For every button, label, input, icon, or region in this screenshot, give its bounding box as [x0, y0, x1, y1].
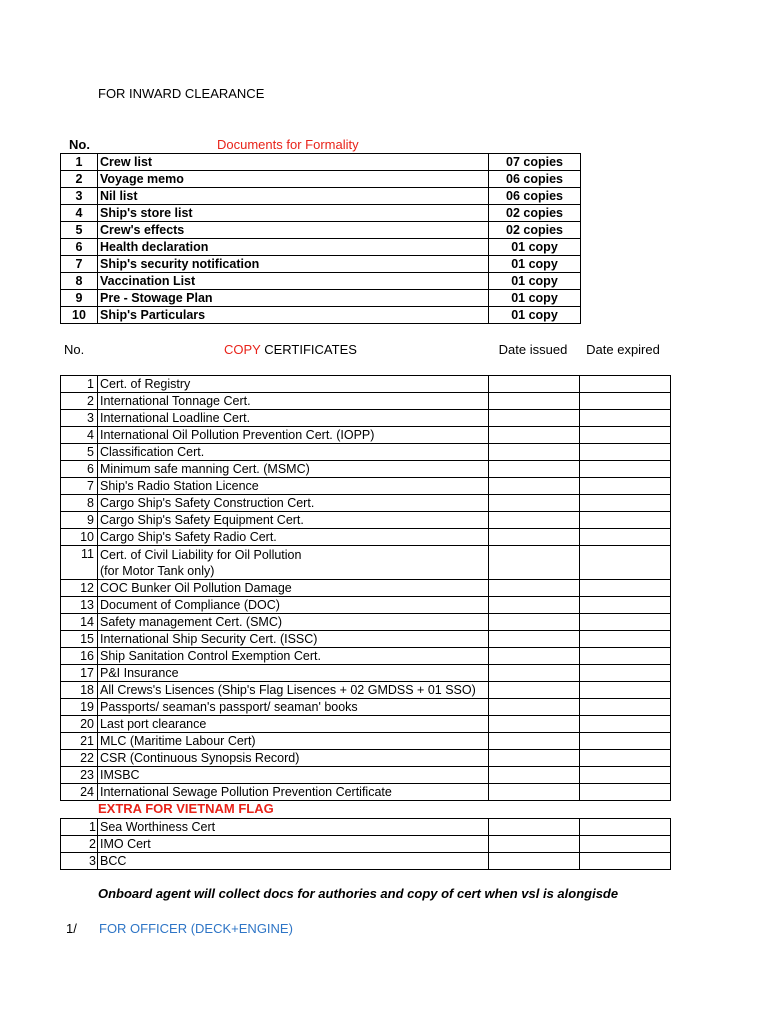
certificates-no-header: No. [64, 342, 85, 357]
table-row [61, 836, 671, 853]
extra-table [60, 818, 671, 870]
copies-count: 01 copy [489, 307, 581, 324]
date-expired-cell [580, 393, 671, 410]
date-issued-cell [489, 836, 580, 853]
certificate-name: International Loadline Cert. [98, 410, 489, 427]
certificate-name: Classification Cert. [98, 444, 489, 461]
document-name: Crew list [98, 154, 489, 171]
document-name: Voyage memo [98, 171, 489, 188]
date-expired-cell [580, 699, 671, 716]
formality-table [60, 153, 581, 324]
date-issued-cell [489, 410, 580, 427]
date-issued-cell [489, 444, 580, 461]
certificate-name: Minimum safe manning Cert. (MSMC) [98, 461, 489, 478]
date-expired-cell [580, 716, 671, 733]
table-row [61, 222, 581, 239]
date-issued-cell [489, 665, 580, 682]
row-number: 1 [61, 819, 98, 836]
row-number: 18 [61, 682, 98, 699]
date-expired-cell [580, 767, 671, 784]
copies-count: 01 copy [489, 239, 581, 256]
table-row [61, 205, 581, 222]
formality-no-header: No. [69, 137, 90, 152]
date-issued-cell [489, 529, 580, 546]
date-expired-cell [580, 682, 671, 699]
table-row [61, 188, 581, 205]
row-number: 8 [61, 495, 98, 512]
section-number: 1/ [66, 921, 77, 936]
row-number: 9 [61, 512, 98, 529]
copies-count: 01 copy [489, 290, 581, 307]
row-number: 14 [61, 614, 98, 631]
certificate-name: IMO Cert [98, 836, 489, 853]
certificates-title [224, 342, 357, 357]
section-title: FOR OFFICER (DECK+ENGINE) [99, 921, 293, 936]
row-number: 15 [61, 631, 98, 648]
document-name: Vaccination List [98, 273, 489, 290]
row-number: 23 [61, 767, 98, 784]
copies-count: 01 copy [489, 256, 581, 273]
document-name: Ship's security notification [98, 256, 489, 273]
extra-title: EXTRA FOR VIETNAM FLAG [98, 801, 274, 816]
copies-count: 01 copy [489, 273, 581, 290]
certificate-name: Safety management Cert. (SMC) [98, 614, 489, 631]
date-expired-cell [580, 733, 671, 750]
table-row [61, 631, 671, 648]
row-number: 3 [61, 188, 98, 205]
date-expired-cell [580, 631, 671, 648]
date-expired-cell [580, 784, 671, 801]
row-number: 24 [61, 784, 98, 801]
certificate-name: Ship Sanitation Control Exemption Cert. [98, 648, 489, 665]
date-issued-cell [489, 733, 580, 750]
table-row [61, 154, 581, 171]
date-expired-cell [580, 546, 671, 580]
document-name: Nil list [98, 188, 489, 205]
date-expired-cell [580, 597, 671, 614]
row-number: 5 [61, 222, 98, 239]
table-row [61, 239, 581, 256]
certificate-name-line2: (for Motor Tank only) [100, 563, 215, 578]
certificate-name: BCC [98, 853, 489, 870]
table-row [61, 529, 671, 546]
table-row [61, 273, 581, 290]
table-row [61, 597, 671, 614]
date-expired-cell [580, 750, 671, 767]
row-number: 4 [61, 205, 98, 222]
table-row [61, 376, 671, 393]
certificates-table [60, 375, 671, 801]
certificate-name: International Oil Pollution Prevention Cert. (IOPP) [98, 427, 489, 444]
row-number: 2 [61, 836, 98, 853]
document-name: Ship's Particulars [98, 307, 489, 324]
table-row [61, 819, 671, 836]
row-number: 11 [61, 546, 98, 580]
row-number: 12 [61, 580, 98, 597]
document-name: Health declaration [98, 239, 489, 256]
row-number: 2 [61, 171, 98, 188]
date-expired-cell [580, 819, 671, 836]
document-name: Pre - Stowage Plan [98, 290, 489, 307]
certificate-name [98, 546, 489, 580]
certificate-name: International Tonnage Cert. [98, 393, 489, 410]
row-number: 6 [61, 239, 98, 256]
table-row [61, 665, 671, 682]
certificate-name-line1: Cert. of Civil Liability for Oil Pollution [100, 547, 302, 562]
date-expired-cell [580, 665, 671, 682]
row-number: 22 [61, 750, 98, 767]
table-row [61, 290, 581, 307]
page-title: FOR INWARD CLEARANCE [98, 86, 265, 101]
table-row [61, 767, 671, 784]
certificate-name: COC Bunker Oil Pollution Damage [98, 580, 489, 597]
date-issued-cell [489, 393, 580, 410]
certificate-name: Last port clearance [98, 716, 489, 733]
row-number: 20 [61, 716, 98, 733]
table-row [61, 750, 671, 767]
certificates-title-rest: CERTIFICATES [260, 342, 357, 357]
date-issued-cell [489, 512, 580, 529]
formality-title: Documents for Formality [217, 137, 359, 152]
row-number: 1 [61, 376, 98, 393]
certificate-name: Cargo Ship's Safety Radio Cert. [98, 529, 489, 546]
date-issued-cell [489, 597, 580, 614]
certificate-name: CSR (Continuous Synopsis Record) [98, 750, 489, 767]
date-issued-cell [489, 427, 580, 444]
date-expired-cell [580, 580, 671, 597]
certificate-name: Cargo Ship's Safety Equipment Cert. [98, 512, 489, 529]
table-row [61, 682, 671, 699]
row-number: 6 [61, 461, 98, 478]
certificate-name: Ship's Radio Station Licence [98, 478, 489, 495]
row-number: 19 [61, 699, 98, 716]
date-issued-cell [489, 648, 580, 665]
date-issued-cell [489, 614, 580, 631]
date-issued-cell [489, 546, 580, 580]
table-row [61, 580, 671, 597]
date-expired-cell [580, 853, 671, 870]
date-expired-cell [580, 614, 671, 631]
row-number: 17 [61, 665, 98, 682]
date-expired-header: Date expired [586, 342, 660, 357]
copies-count: 06 copies [489, 188, 581, 205]
date-expired-cell [580, 648, 671, 665]
date-expired-cell [580, 495, 671, 512]
table-row [61, 307, 581, 324]
certificate-name: Document of Compliance (DOC) [98, 597, 489, 614]
table-row [61, 427, 671, 444]
certificate-name: International Sewage Pollution Prevention Certificate [98, 784, 489, 801]
table-row [61, 410, 671, 427]
table-row [61, 853, 671, 870]
certificate-name: Passports/ seaman's passport/ seaman' books [98, 699, 489, 716]
date-issued-cell [489, 699, 580, 716]
table-row [61, 614, 671, 631]
row-number: 10 [61, 307, 98, 324]
table-row [61, 648, 671, 665]
copies-count: 06 copies [489, 171, 581, 188]
date-issued-cell [489, 716, 580, 733]
certificate-name: Cargo Ship's Safety Construction Cert. [98, 495, 489, 512]
row-number: 1 [61, 154, 98, 171]
certificate-name: Sea Worthiness Cert [98, 819, 489, 836]
document-name: Ship's store list [98, 205, 489, 222]
certificate-name: Cert. of Registry [98, 376, 489, 393]
date-issued-cell [489, 461, 580, 478]
row-number: 2 [61, 393, 98, 410]
certificate-name: MLC (Maritime Labour Cert) [98, 733, 489, 750]
date-expired-cell [580, 512, 671, 529]
table-row [61, 393, 671, 410]
copies-count: 02 copies [489, 222, 581, 239]
table-row [61, 546, 671, 580]
table-row [61, 733, 671, 750]
row-number: 10 [61, 529, 98, 546]
row-number: 7 [61, 478, 98, 495]
row-number: 5 [61, 444, 98, 461]
row-number: 21 [61, 733, 98, 750]
table-row [61, 784, 671, 801]
table-row [61, 699, 671, 716]
row-number: 3 [61, 853, 98, 870]
row-number: 4 [61, 427, 98, 444]
date-issued-cell [489, 750, 580, 767]
date-expired-cell [580, 461, 671, 478]
copies-count: 07 copies [489, 154, 581, 171]
date-issued-header: Date issued [498, 342, 568, 357]
row-number: 9 [61, 290, 98, 307]
row-number: 13 [61, 597, 98, 614]
table-row [61, 444, 671, 461]
date-expired-cell [580, 376, 671, 393]
date-issued-cell [489, 784, 580, 801]
date-issued-cell [489, 376, 580, 393]
certificate-name: All Crews's Lisences (Ship's Flag Lisences + 02 GMDSS + 01 SSO) [98, 682, 489, 699]
date-issued-cell [489, 478, 580, 495]
table-row [61, 716, 671, 733]
row-number: 16 [61, 648, 98, 665]
date-expired-cell [580, 410, 671, 427]
certificates-title-highlight: COPY [224, 342, 261, 357]
table-row [61, 512, 671, 529]
date-issued-cell [489, 853, 580, 870]
date-expired-cell [580, 427, 671, 444]
certificate-name: IMSBC [98, 767, 489, 784]
table-row [61, 495, 671, 512]
date-issued-cell [489, 767, 580, 784]
table-row [61, 461, 671, 478]
row-number: 8 [61, 273, 98, 290]
date-issued-cell [489, 631, 580, 648]
date-expired-cell [580, 444, 671, 461]
onboard-agent-note: Onboard agent will collect docs for authories and copy of cert when vsl is alongisde [98, 886, 619, 901]
row-number: 3 [61, 410, 98, 427]
date-expired-cell [580, 478, 671, 495]
date-issued-cell [489, 682, 580, 699]
date-expired-cell [580, 529, 671, 546]
table-row [61, 171, 581, 188]
certificate-name: International Ship Security Cert. (ISSC) [98, 631, 489, 648]
table-row [61, 478, 671, 495]
copies-count: 02 copies [489, 205, 581, 222]
row-number: 7 [61, 256, 98, 273]
table-row [61, 256, 581, 273]
date-issued-cell [489, 495, 580, 512]
certificate-name: P&I Insurance [98, 665, 489, 682]
document-name: Crew's effects [98, 222, 489, 239]
date-issued-cell [489, 819, 580, 836]
date-expired-cell [580, 836, 671, 853]
date-issued-cell [489, 580, 580, 597]
